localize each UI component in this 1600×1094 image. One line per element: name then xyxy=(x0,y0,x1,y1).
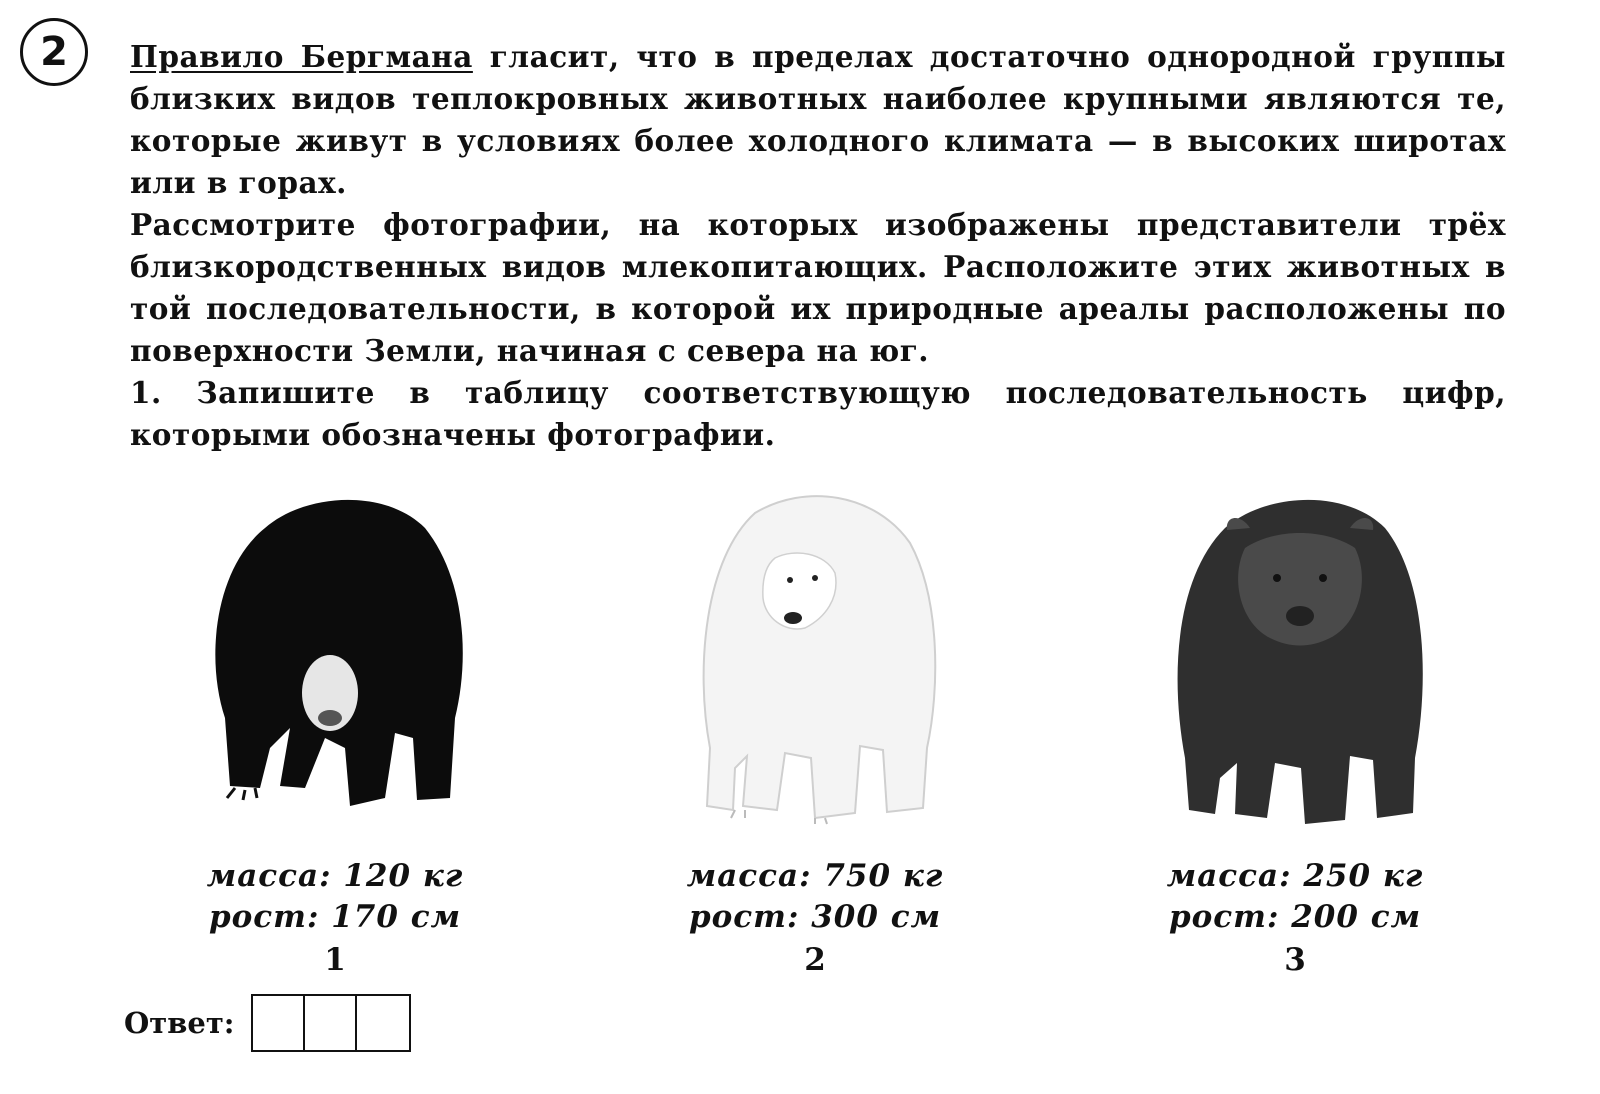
rule-name: Правило Бергмана xyxy=(130,39,473,74)
bear-2-number: 2 xyxy=(804,942,826,978)
bear-1-number: 1 xyxy=(324,942,346,978)
sun-bear-image xyxy=(185,488,485,828)
answer-cell-3[interactable] xyxy=(357,996,409,1050)
task-text xyxy=(130,36,1506,456)
polar-bear-image xyxy=(665,488,965,828)
bear-3-number: 3 xyxy=(1284,942,1306,978)
brown-bear-image xyxy=(1145,488,1445,828)
bear-3-mass: масса: 250 кг xyxy=(1166,858,1424,894)
bear-card-3 xyxy=(1115,488,1475,982)
bear-1-mass: масса: 120 кг xyxy=(206,858,464,894)
paragraph-question-1: 1. Запишите в таблицу соответствующую последовательность цифр, которыми обозначены фотографии. xyxy=(130,375,1506,452)
task-number-badge: 2 xyxy=(20,18,88,86)
bear-3-height: рост: 200 см xyxy=(1168,899,1422,935)
answer-table xyxy=(251,994,411,1052)
paragraph-bergmann-rule xyxy=(130,36,1506,204)
bear-card-2 xyxy=(635,488,995,982)
bear-2-mass: масса: 750 кг xyxy=(686,858,944,894)
answer-cell-2[interactable] xyxy=(305,996,357,1050)
answer-section xyxy=(124,994,411,1052)
answer-label: Ответ: xyxy=(124,1006,235,1040)
paragraph-instructions: Рассмотрите фотографии, на которых изображены представители трёх близкородственных видов млекопитающих. Расположите этих животных в той последовательности, в которой их природные ареалы расположены по поверхности Земли, начиная с севера на юг. xyxy=(130,207,1506,368)
bear-2-height: рост: 300 см xyxy=(688,899,942,935)
paragraph1-rest: гласит, что в пределах достаточно однородной группы близких видов теплокровных животных наиболее крупными являются те, которые живут в условиях более холодного климата — в высоких широтах или в горах. xyxy=(130,39,1506,200)
bear-card-1 xyxy=(155,488,515,982)
bear-1-height: рост: 170 см xyxy=(208,899,462,935)
answer-cell-1[interactable] xyxy=(253,996,305,1050)
